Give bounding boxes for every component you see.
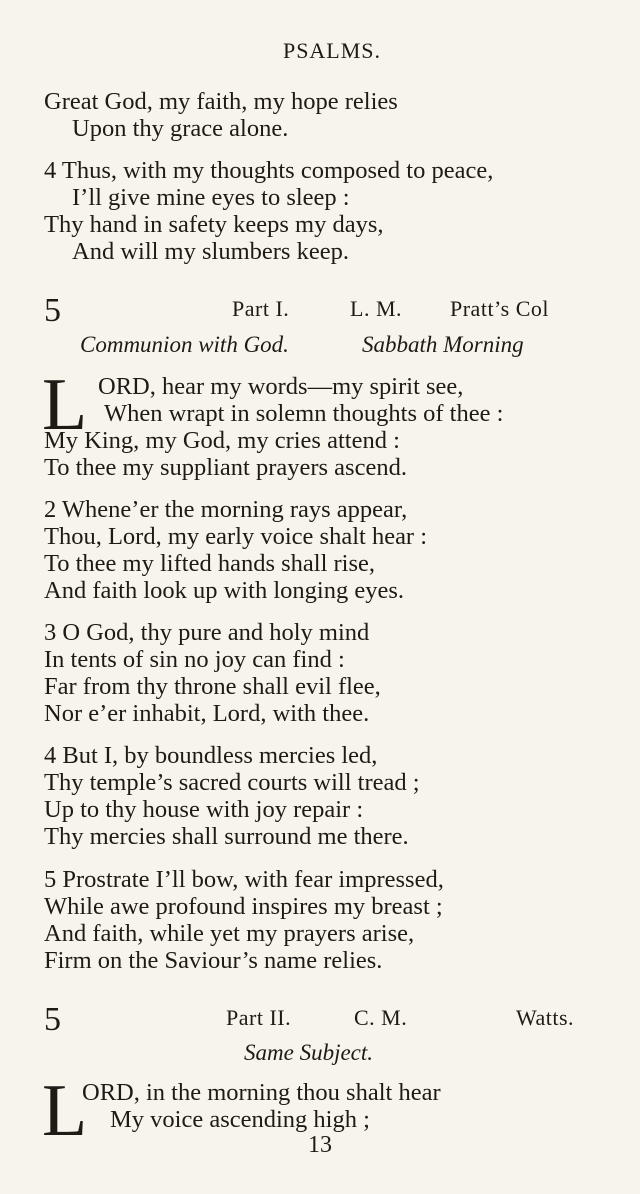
verse-line: To thee my suppliant prayers ascend. [44, 454, 407, 481]
page-number: 13 [308, 1132, 332, 1158]
verse-line: My voice ascending high ; [110, 1106, 370, 1133]
drop-cap: L [42, 1070, 88, 1152]
verse-line: My King, my God, my cries attend : [44, 427, 400, 454]
verse-line: Upon thy grace alone. [72, 115, 289, 142]
verse-line: To thee my lifted hands shall rise, [44, 550, 376, 577]
verse-line: In tents of sin no joy can find : [44, 646, 345, 673]
hymn-part: Part II. [226, 1005, 292, 1030]
verse-line: Great God, my faith, my hope relies [44, 88, 398, 115]
verse-line: And will my slumbers keep. [72, 238, 349, 265]
tune-name: Pratt’s Col [450, 296, 550, 321]
hymn-subtitle: Communion with God. [80, 332, 289, 357]
verse-line: Thou, Lord, my early voice shalt hear : [44, 523, 428, 550]
hymn-subtitle: Sabbath Morning [362, 332, 524, 357]
verse-line: Up to thy house with joy repair : [44, 796, 364, 823]
hymn-meter: C. M. [354, 1005, 408, 1030]
verse-line: Far from thy throne shall evil flee, [44, 673, 381, 700]
verse-line: 4 Thus, with my thoughts composed to peace, [44, 157, 494, 184]
verse-line: ORD, in the morning thou shalt hear [82, 1079, 441, 1106]
verse-line: I’ll give mine eyes to sleep : [72, 184, 350, 211]
hymn-number: 5 [44, 292, 61, 329]
hymn-part: Part I. [232, 296, 290, 321]
verse-line: And faith, while yet my prayers arise, [44, 920, 415, 947]
verse-line: 4 But I, by boundless mercies led, [44, 742, 378, 769]
verse-line: 5 Prostrate I’ll bow, with fear impressed, [44, 866, 444, 893]
verse-line: Firm on the Saviour’s name relies. [44, 947, 383, 974]
hymn-meter: L. M. [350, 296, 402, 321]
tune-name: Watts. [516, 1005, 575, 1030]
verse-line: And faith look up with longing eyes. [44, 577, 404, 604]
verse-line: While awe profound inspires my breast ; [44, 893, 443, 920]
verse-line: Thy hand in safety keeps my days, [44, 211, 384, 238]
hymn-subtitle: Same Subject. [244, 1040, 374, 1065]
running-head: PSALMS. [282, 38, 382, 63]
drop-cap: L [42, 364, 88, 446]
verse-line: Nor e’er inhabit, Lord, with thee. [44, 700, 370, 727]
verse-line: Thy mercies shall surround me there. [44, 823, 409, 850]
verse-line: When wrapt in solemn thoughts of thee : [104, 400, 504, 427]
verse-line: 3 O God, thy pure and holy mind [44, 619, 370, 646]
verse-line: 2 Whene’er the morning rays appear, [44, 496, 408, 523]
hymn-number: 5 [44, 1001, 61, 1038]
verse-line: Thy temple’s sacred courts will tread ; [44, 769, 420, 796]
verse-line: ORD, hear my words—my spirit see, [98, 373, 464, 400]
